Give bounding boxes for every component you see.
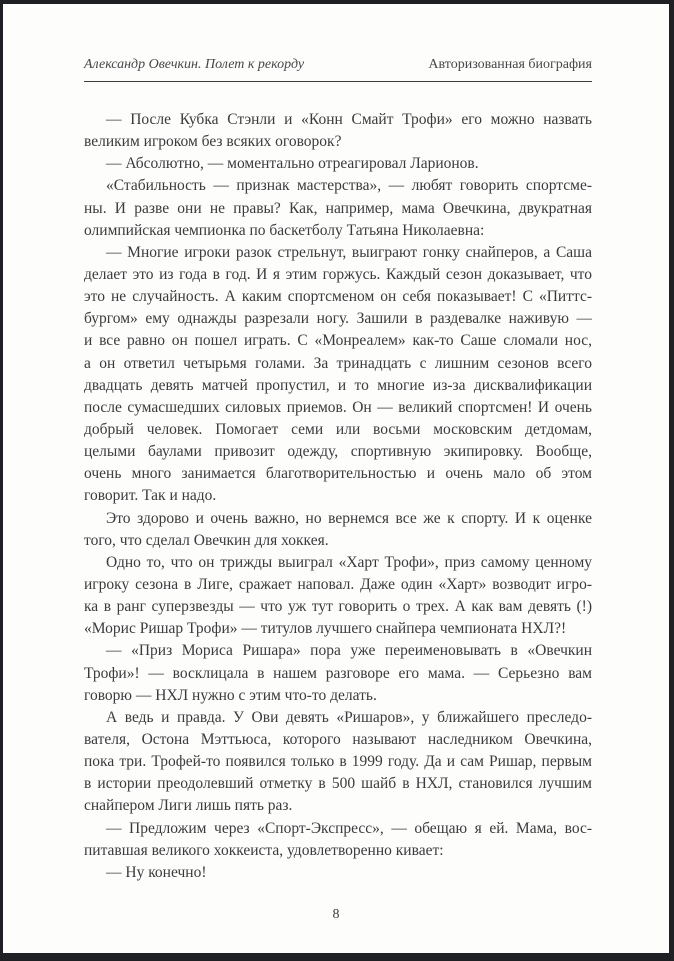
- body-paragraph: [84, 707, 592, 818]
- body-line: ны. И разве они не правы? Как, например, мама Овечкина, двукратная: [84, 199, 592, 217]
- body-line: «Стабильность — признак мастерства», — любят говорить спортсме-: [106, 177, 592, 195]
- body-line: — Ну конечно!: [106, 863, 207, 881]
- body-line: двадцать девять матчей пропустил, и то многие из-за дисквалификации: [84, 376, 592, 394]
- body-line: добрый человек. Помогает семи или восьми московским детдомам,: [84, 420, 592, 438]
- body-line: очень много занимается благотворительностью и очень мало об этом: [84, 465, 592, 483]
- body-line: это не случайность. А каким спортсменом он себя показывает! С «Питтс-: [84, 288, 592, 306]
- body-paragraph: [84, 508, 592, 552]
- body-line: А ведь и правда. У Ови девять «Ришаров», у ближайшего преследо-: [106, 708, 592, 726]
- body-line: говорит. Так и надо.: [84, 487, 217, 505]
- running-header: [84, 56, 592, 81]
- body-line: «Морис Ришар Трофи» — титулов лучшего снайпера чемпионата НХЛ?!: [84, 620, 567, 638]
- body-line: — После Кубка Стэнли и «Конн Смайт Трофи» его можно назвать: [106, 111, 592, 128]
- body-line: игроку сезона в Лиге, сражает наповал. Даже один «Харт» возводит игро-: [84, 575, 592, 593]
- body-line: бургом» ему однажды разрезали ногу. Зашили в раздевалке наживую —: [84, 310, 592, 328]
- body-paragraph: [84, 640, 592, 706]
- page-footer: [3, 907, 669, 923]
- body-paragraph: [84, 153, 592, 175]
- body-line: и все равно он пошел играть. С «Монреалем» как-то Саше сломали нос,: [84, 332, 592, 350]
- body-line: целыми баулами привозит одежду, спортивную экипировку. Вообще,: [84, 443, 592, 461]
- body-line: а он ответил четырьмя голами. За тринадцать с лишним сезонов всего: [84, 354, 592, 372]
- body-line: того, что сделал Овечкин для хоккея.: [84, 531, 329, 549]
- running-header-book-title: Александр Овечкин. Полет к рекорду: [84, 57, 305, 72]
- body-line: — Абсолютно, — моментально отреагировал Ларионов.: [106, 155, 479, 173]
- running-header-edition: Авторизованная биография: [428, 57, 592, 72]
- page-number: 8: [332, 907, 340, 922]
- body-line: пока три. Трофей-то появился только в 1999 году. Да и сам Ришар, первым: [84, 753, 592, 771]
- body-paragraph: [84, 552, 592, 641]
- body-line: Трофи»! — восклицала в нашем разговоре его мама. — Серьезно вам: [84, 664, 592, 682]
- body-line: вателя, Остона Мэттьюса, которого называют наследником Овечкина,: [84, 730, 592, 748]
- body-line: олимпийская чемпионка по баскетболу Татьяна Николаевна:: [84, 221, 485, 239]
- body-line: — «Приз Мориса Ришара» пора уже переименовывать в «Овечкин: [106, 642, 592, 660]
- body-paragraph: [84, 109, 592, 153]
- body-line: Это здорово и очень важно, но вернемся все же к спорту. И к оценке: [106, 509, 592, 527]
- body-paragraph: [84, 175, 592, 241]
- body-line: снайпером Лиги лишь пять раз.: [84, 797, 293, 815]
- header-rule: [84, 81, 592, 82]
- body-paragraph: [84, 862, 592, 884]
- body-line: — Предложим через «Спорт-Экспресс», — обещаю я ей. Мама, вос-: [106, 819, 592, 837]
- body-line: ка в ранг суперзвезды — что уж тут говорить о трех. А как вам девять (!): [84, 598, 592, 616]
- body-line: питавшая великого хоккеиста, удовлетворенно кивает:: [84, 841, 444, 859]
- page-body: [84, 109, 592, 884]
- body-line: в истории преодолевший отметку в 500 шайб в НХЛ, становился лучшим: [84, 775, 592, 793]
- body-line: говорю — НХЛ нужно с этим что-то делать.: [84, 686, 377, 704]
- body-line: Одно то, что он трижды выиграл «Харт Трофи», приз самому ценному: [106, 553, 592, 571]
- body-line: делает это из года в год. И я этим горжусь. Каждый сезон доказывает, что: [84, 265, 592, 283]
- body-line: великим игроком без всяких оговорок?: [84, 133, 342, 151]
- body-line: — Многие игроки разок стрельнут, выиграют гонку снайперов, а Саша: [106, 243, 592, 261]
- body-line: после сумасшедших силовых приемов. Он — великий спортсмен! И очень: [84, 398, 592, 416]
- body-paragraph: [84, 818, 592, 862]
- body-paragraph: [84, 242, 592, 508]
